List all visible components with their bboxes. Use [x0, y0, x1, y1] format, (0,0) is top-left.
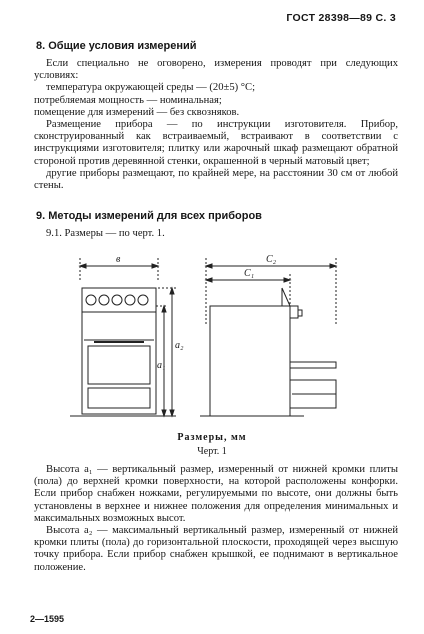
oven-door-open — [290, 362, 336, 368]
stove-side — [210, 306, 290, 416]
section-9-title: 9. Методы измерений для всех приборов — [36, 210, 262, 222]
paragraph: Высота a₁ — вертикальный размер, измеренный от нижней кромки плиты (пола) до верхней кромки поверхности, на которой расположены конфорки. Если прибор снабжен ножками, регулируемыми по высоте, они должны быть установлены в верхнее и нижнее положения для определения минимальных и максимальных возможных высот. — [34, 464, 398, 524]
stove-body — [82, 312, 156, 414]
figure-caption: Размеры, мм — [177, 432, 247, 443]
condition-item: потребляемая мощность — номинальная; — [34, 94, 222, 106]
body-text — [34, 464, 398, 574]
page-footer: 2—1595 — [30, 614, 65, 624]
figure-number: Черт. 1 — [197, 446, 227, 457]
paragraph: Высота a₂ — максимальный вертикальный размер, измеренный от нижней кромки плиты (пола) до горизонтальной плоскости, проходящей через высшую точку прибора. Если прибор снабжен крышкой, ее поднимают в вертикальное положение. — [34, 525, 398, 573]
control-panel — [82, 288, 156, 312]
paragraph: Размещение прибора — по инструкции изготовителя. Прибор, сконструированный как встраиваемый, встраивают в соответствии с инструкциями изготовителя; плитку или жарочный шкаф размещают обратной стороной против деревянной стенки, окрашенной в черный матовый цвет; — [34, 119, 398, 167]
label-a1: a₁ — [157, 360, 166, 371]
label-c2: С₂ — [266, 254, 277, 265]
page-header: ГОСТ 28398—89 С. 3 — [286, 12, 396, 24]
section-9-body — [46, 228, 346, 240]
label-c1: С₁ — [244, 268, 255, 279]
stove-drawing — [60, 244, 360, 424]
section-8-body — [34, 58, 398, 192]
label-b: в — [116, 254, 121, 265]
paragraph: 9.1. Размеры — по черт. 1. — [46, 228, 165, 239]
condition-item: помещение для измерений — без сквозняков. — [34, 106, 240, 118]
label-a2: a₂ — [175, 340, 184, 351]
paragraph: другие приборы размещают, по крайней мере, на расстоянии 30 см от любой стены. — [34, 167, 398, 192]
paragraph: Если специально не оговорено, измерения проводят при следующих условиях: — [34, 58, 398, 82]
section-8-title: 8. Общие условия измерений — [36, 40, 197, 52]
condition-item: температура окружающей среды — (20±5) °С; — [46, 82, 256, 94]
